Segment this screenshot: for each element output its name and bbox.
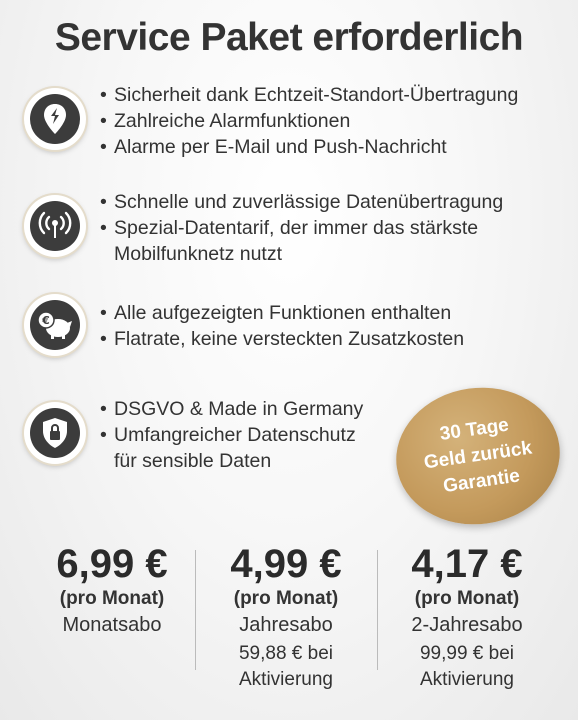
money-back-guarantee-badge: [387, 377, 568, 535]
piggy-bank-euro-icon: [30, 300, 80, 350]
plan-name: Jahresabo: [239, 614, 333, 636]
activation-label: Aktivierung: [239, 669, 333, 690]
price-option-two-year: [387, 540, 547, 693]
feature-bullet: • Schnelle und zuverlässige Datenübertragung: [100, 189, 503, 215]
feature-bullet-continuation: Mobilfunknetz nutzt: [114, 243, 283, 265]
feature-bullet: • Zahlreiche Alarmfunktionen: [100, 108, 518, 134]
feature-bullet: • DSGVO & Made in Germany: [100, 396, 363, 422]
activation-label: Aktivierung: [420, 669, 514, 690]
plan-name: 2-Jahresabo: [411, 614, 523, 636]
feature-icon-frame: [24, 402, 86, 464]
plan-name: Monatsabo: [62, 614, 162, 636]
badge-line: 30 Tage: [438, 414, 511, 445]
price-amount: 4,17 €: [411, 542, 523, 586]
page-title: Service Paket erforderlich: [54, 16, 524, 59]
price-period: (pro Monat): [414, 588, 520, 609]
feature-bullet: • Umfangreicher Datenschutz: [100, 422, 363, 448]
badge-line: Geld zurück: [422, 437, 534, 474]
svg-text:€: €: [42, 314, 50, 327]
feature-icon-frame: [24, 294, 86, 356]
price-period: (pro Monat): [233, 588, 339, 609]
price-option-monthly: [32, 540, 192, 638]
location-pin-icon: [30, 94, 80, 144]
activation-fee: 99,99 € bei: [419, 643, 515, 664]
signal-antenna-icon: [30, 201, 80, 251]
feature-bullet: • Alarme per E-Mail und Push-Nachricht: [100, 134, 518, 160]
price-period: (pro Monat): [59, 588, 165, 609]
price-divider: [195, 550, 196, 670]
feature-bullet: • Alle aufgezeigten Funktionen enthalten: [100, 300, 464, 326]
feature-icon-frame: [24, 195, 86, 257]
price-option-yearly: [206, 540, 366, 693]
price-amount: 4,99 €: [230, 542, 342, 586]
price-divider: [377, 550, 378, 670]
feature-bullet: • Flatrate, keine versteckten Zusatzkosten: [100, 326, 464, 352]
feature-icon-frame: [24, 88, 86, 150]
price-amount: 6,99 €: [56, 542, 168, 586]
feature-bullet: • Spezial-Datentarif, der immer das stärkste: [100, 215, 503, 241]
feature-bullet-continuation: für sensible Daten: [114, 450, 272, 472]
feature-bullet: • Sicherheit dank Echtzeit-Standort-Übertragung: [100, 82, 518, 108]
badge-line: Garantie: [441, 465, 522, 498]
activation-fee: 59,88 € bei: [238, 643, 334, 664]
shield-lock-icon: [30, 408, 80, 458]
price-options: [0, 540, 578, 720]
